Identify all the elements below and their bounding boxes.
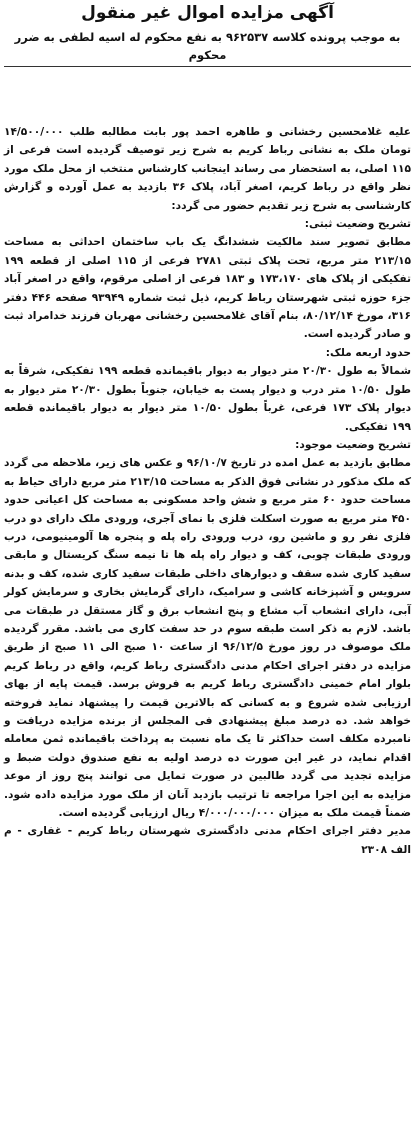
registration-paragraph: مطابق تصویر سند مالکیت ششدانگ یک باب ساختمان احداثی به مساحت ۲۱۳/۱۵ متر مربع، تحت پلاک ثبتی ۲۷۸۱ فرعی از ۱۱۵ اصلی از قطعه ۱۹۹ تفکیکی از پلاک های ۱۷۳،۱۷۰ و ۱۸۳ فرعی از اصلی مرقوم، واقع در اصغر آباد جزء حوزه ثبتی شهرستان رباط کریم، ذیل ثبت شماره ۹۳۹۴۹ صفحه ۴۴۶ دفتر ۳۱۶، مورخ ۸۰/۱۲/۱۴، بنام آقای غلامحسین رخشانی مهربان فرزند خدامراد ثبت و صادر گردیده است. xyxy=(4,236,411,341)
notice-title: آگهی مزایده اموال غیر منقول xyxy=(81,3,334,23)
notice-subtitle: به موجب پرونده کلاسه ۹۶۲۵۳۷ به نفع محکوم له اسیه لطفی به ضرر محکوم xyxy=(4,28,411,67)
notice-body xyxy=(4,123,411,859)
registration-heading: تشریح وضعیت ثبتی: xyxy=(304,218,411,231)
boundaries-heading: حدود اربعه ملک: xyxy=(325,346,411,359)
status-paragraph: مطابق بازدید به عمل امده در تاریخ ۹۶/۱۰/۷ و عکس های زیر، ملاحظه می گردد که ملک مذکور در نشانی فوق الذکر به مساحت ۲۱۳/۱۵ متر مربع دارای حیاط به مساحت حدود ۶۰ متر مربع و شش واحد مسکونی به مساحت کل اعیانی حدود ۴۵۰ متر مربع به صورت اسکلت فلزی با نمای آجری، ورودی ملک دارای دو درب فلزی نفر رو و ماشین رو، درب ورودی راه پله و پنجره ها آلومینیومی، درب ورودی طبقات چوبی، کف و دیوار راه پله ها تا نیمه سنگ کریستال و مابقی سفید کاری شده سقف و دیوارهای داخلی طبقات سفید کاری شده، کف و بدنه سرویس و آشپزخانه کاشی و سرامیک، دارای گرمایش بخاری و سرمایش کولر آبی، دارای انشعاب آب مشاع و پنج انشعاب برق و گاز مستقل در طبقات می باشد. لازم به ذکر است طبقه سوم در حد سفت کاری می باشد. مقرر گردیده ملک موصوف در روز مورخ ۹۶/۱۲/۵ از ساعت ۱۰ صبح الی ۱۱ صبح از طریق مزایده در دفتر اجرای احکام مدنی دادگستری رباط کریم، واقع در رباط کریم بلوار امام خمینی دادگستری رباط کریم به فروش برسد. قیمت پایه از بهای ارزیابی شده شروع و به کسانی که بالاترین قیمت را پیشنهاد نماید فروخته خواهد شد. ده درصد مبلغ پیشنهادی فی المجلس از برنده مزایده دریافت و نامبرده مکلف است حداکثر تا یک ماه نسبت به پرداخت باقیمانده ثمن معامله اقدام نماید، در غیر این صورت ده درصد اولیه به نفع صندوق دولت ضبط و مزایده تجدید می گردد طالبین در صورت تمایل می توانند پنج روز از موعد مزایده به این اجرا مراجعه تا ترتیب بازدید آنان از ملک مورد مزایده داده شود. ضمناً قیمت ملک به میزان ۴/۰۰۰/۰۰۰/۰۰۰ ریال ارزیابی گردیده است. xyxy=(4,457,411,820)
boundaries-paragraph: شمالاً به طول ۲۰/۳۰ متر دیوار به دیوار باقیمانده قطعه ۱۹۹ تفکیکی، شرقاً به طول ۱۰/۵۰ متر درب و دیوار پست به خیابان، جنوباً بطول ۲۰/۳۰ متر دیوار به دیوار پلاک ۱۷۳ فرعی، غرباً بطول ۱۰/۵۰ متر دیوار به دیوار باقیمانده قطعه ۱۹۹ تفکیکی. xyxy=(4,365,412,433)
intro-paragraph: علیه غلامحسین رخشانی و طاهره احمد پور بابت مطالبه طلب ۱۴/۵۰۰/۰۰۰ تومان ملک به نشانی رباط کریم به شرح زیر توصیف گردیده است فرعی از ۱۱۵ اصلی، به استحضار می رساند اینجانب کارشناس منتخب از محل ملک مورد نظر واقع در رباط کریم، اصغر آباد، پلاک ۳۶ بازدید به عمل آورده و گزارش کارشناسی به شرح زیر تقدیم حضور می گردد: xyxy=(4,126,411,212)
status-heading: تشریح وضعیت موجود: xyxy=(295,438,411,451)
closing-signature: مدیر دفتر اجرای احکام مدنی دادگستری شهرستان رباط کریم - غفاری - م الف ۲۳۰۸ xyxy=(4,825,411,856)
